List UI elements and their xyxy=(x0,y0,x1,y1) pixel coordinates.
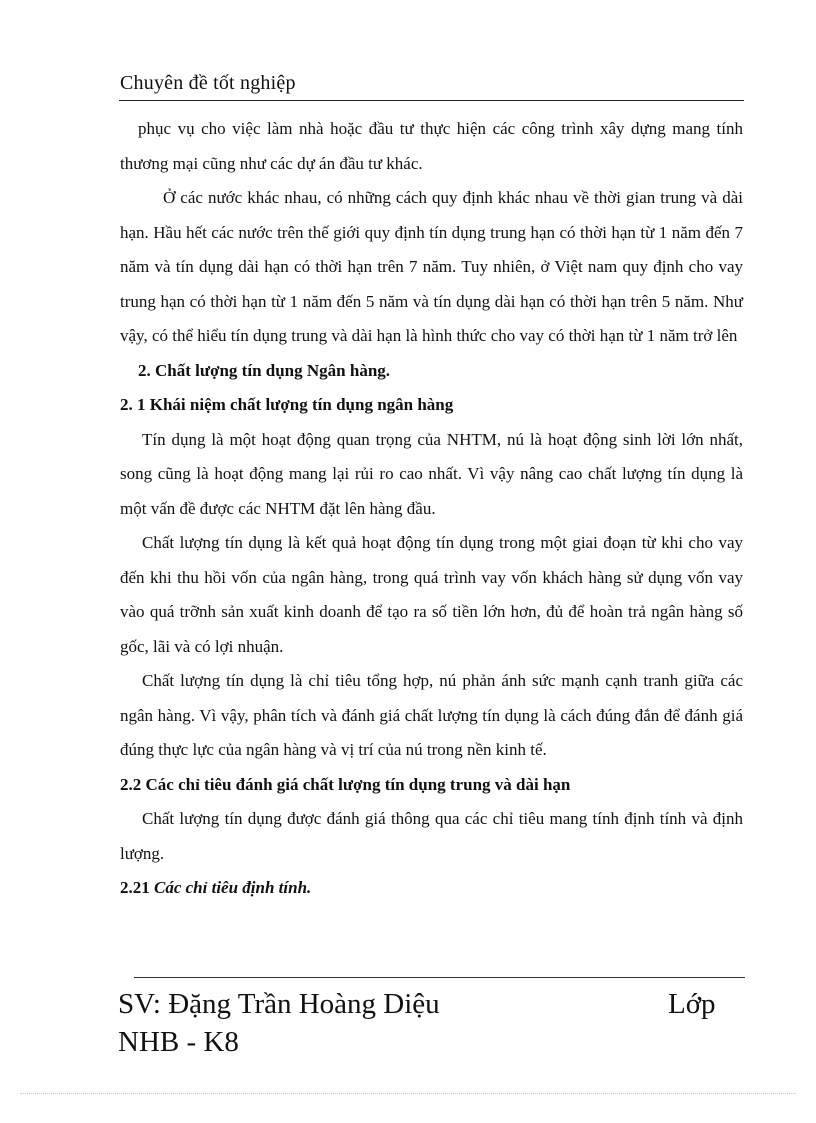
paragraph-1: phục vụ cho việc làm nhà hoặc đầu tư thực hiện các công trình xây dựng mang tính thương mại cũng như các dự án đầu tư khác. xyxy=(120,119,743,173)
footer-class-label: Lớp xyxy=(668,988,716,1020)
paragraph-3: Tín dụng là một hoạt động quan trọng của NHTM, nú là hoạt động sinh lời lớn nhất, song cũng là hoạt động mang lại rủi ro cao nhất. Vì vậy nâng cao chất lượng tín dụng là một vấn đề được các NHTM đặt lên hàng đầu. xyxy=(120,429,743,518)
document-body xyxy=(120,112,743,906)
footer-class-value: NHB - K8 xyxy=(118,1026,239,1058)
header-title: Chuyên đề tốt nghiệp xyxy=(120,72,296,94)
heading-2-2-1-number: 2.21 xyxy=(120,878,154,897)
footer-rule xyxy=(134,977,745,978)
paragraph-4: Chất lượng tín dụng là kết quả hoạt động tín dụng trong một giai đoạn từ khi cho vay đến khi thu hồi vốn của ngân hàng, trong quá trình vay vốn khách hàng sử dụng vốn vay vào quá trỡnh sản xuất kinh doanh để tạo ra số tiền lớn hơn, đủ để hoàn trả ngân hàng số gốc, lãi và có lợi nhuận. xyxy=(120,533,743,656)
paragraph-6: Chất lượng tín dụng được đánh giá thông qua các chỉ tiêu mang tính định tính và định lượng. xyxy=(120,809,743,863)
heading-2: 2. Chất lượng tín dụng Ngân hàng. xyxy=(138,360,391,380)
heading-2-2-1-text: Các chỉ tiêu định tính. xyxy=(154,878,312,897)
heading-2-1: 2. 1 Khái niệm chất lượng tín dụng ngân hàng xyxy=(120,395,454,414)
paragraph-2: Ở các nước khác nhau, có những cách quy định khác nhau về thời gian trung và dài hạn. Hầu hết các nước trên thế giới quy định tín dụng trung hạn có thời hạn từ 1 năm đến 7 năm và tín dụng dài hạn có thời hạn trên 7 năm. Tuy nhiên, ở Việt nam quy định cho vay trung hạn có thời hạn từ 1 năm đến 5 năm và tín dụng dài hạn có thời hạn trên 5 năm. Như vậy, có thể hiểu tín dụng trung và dài hạn là hình thức cho vay có thời hạn từ 1 năm trở lên xyxy=(120,188,743,345)
heading-2-2: 2.2 Các chỉ tiêu đánh giá chất lượng tín dụng trung và dài hạn xyxy=(120,774,571,794)
page-bottom-divider xyxy=(20,1093,796,1094)
heading-2-2-1 xyxy=(120,871,743,906)
header-rule xyxy=(119,100,744,101)
footer-student-name: SV: Đặng Trần Hoàng Diệu xyxy=(118,988,440,1020)
paragraph-5: Chất lượng tín dụng là chỉ tiêu tổng hợp, nú phản ánh sức mạnh cạnh tranh giữa các ngân hàng. Vì vậy, phân tích và đánh giá chất lượng tín dụng là cách đúng đắn để đánh giá đúng thực lực của ngân hàng và vị trí của nú trong nền kinh tế. xyxy=(120,671,743,759)
